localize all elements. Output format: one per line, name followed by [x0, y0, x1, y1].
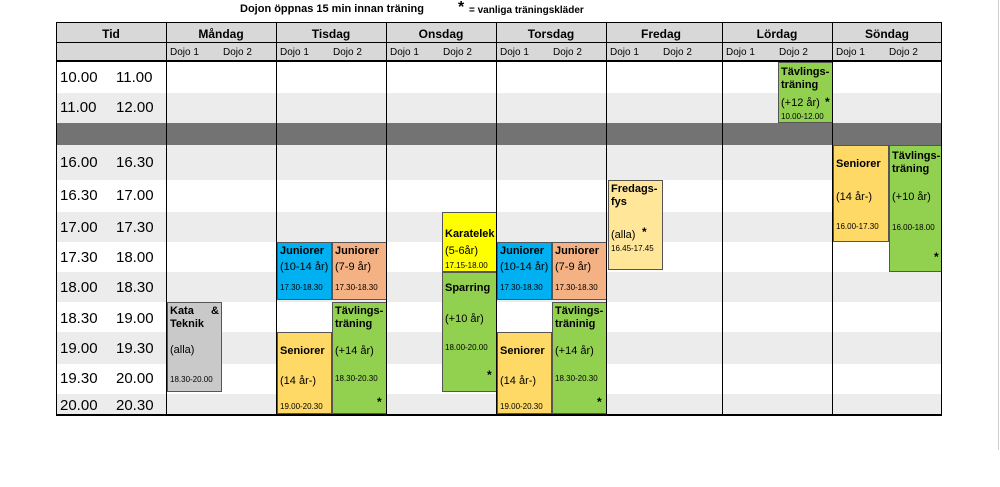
- star-marker: *: [825, 95, 830, 109]
- day-friday: Fredag: [640, 27, 681, 41]
- time-end: 19.30: [116, 340, 154, 357]
- day-thursday: Torsdag: [527, 27, 575, 41]
- star-symbol: *: [458, 0, 465, 16]
- time-end: 17.30: [116, 219, 154, 236]
- time-end: 17.00: [116, 187, 154, 204]
- block-title: Fredags-fys: [611, 183, 658, 208]
- block-time: 16.00-18.00: [892, 223, 935, 232]
- row-stripe: [56, 212, 942, 242]
- grid-line: [56, 60, 942, 62]
- time-start: 17.00: [60, 219, 98, 236]
- time-start: 19.30: [60, 370, 98, 387]
- grid-line: [941, 22, 942, 416]
- time-end: 20.00: [116, 370, 154, 387]
- block-time: 18.00-20.00: [445, 343, 488, 352]
- block-sunday-seniors[interactable]: [833, 145, 889, 242]
- row-stripe: [56, 145, 942, 180]
- block-tuesday-seniors[interactable]: [277, 332, 332, 414]
- block-time: 16.00-17.30: [836, 222, 879, 231]
- time-end: 11.00: [116, 69, 153, 86]
- block-time: 18.30-20.00: [170, 375, 213, 384]
- grid-line: [496, 22, 497, 416]
- block-saturday-competition[interactable]: [778, 62, 833, 123]
- time-start: 20.00: [60, 397, 98, 414]
- block-age: (14 år-): [836, 191, 873, 203]
- block-age: (alla): [170, 344, 195, 356]
- block-title: Teknik: [170, 318, 205, 330]
- dojo-label: Dojo 1: [170, 47, 199, 58]
- grid-line: [56, 22, 942, 23]
- block-time: 17.30-18.30: [555, 283, 598, 292]
- block-thursday-juniors-2[interactable]: [552, 242, 607, 300]
- dojo-label: Dojo 2: [779, 47, 808, 58]
- time-end: 20.30: [116, 397, 154, 414]
- block-age: (alla): [611, 229, 636, 241]
- block-age: (+14 år): [335, 345, 374, 357]
- dojo-label: Dojo 2: [443, 47, 472, 58]
- time-start: 16.00: [60, 154, 98, 171]
- time-start: 16.30: [60, 187, 98, 204]
- block-title: Tävlings-träning: [781, 66, 830, 91]
- block-time: 18.30-20.30: [555, 374, 598, 383]
- block-age: (14 år-): [500, 375, 537, 387]
- dojo-label: Dojo 1: [610, 47, 639, 58]
- time-end: 12.00: [116, 99, 154, 116]
- time-end: 19.00: [116, 310, 154, 327]
- block-time: 17.15-18.00: [445, 261, 488, 270]
- block-title: Tävlings-träning: [892, 150, 941, 175]
- block-age: (7-9 år): [335, 261, 372, 273]
- day-saturday: Lördag: [756, 27, 798, 41]
- page-edge: [998, 0, 999, 450]
- grid-line: [56, 414, 942, 416]
- block-wednesday-karatelek[interactable]: [442, 212, 497, 272]
- block-time: 17.30-18.30: [500, 283, 543, 292]
- block-tuesday-competition[interactable]: [332, 302, 387, 414]
- block-time: 16.45-17.45: [611, 244, 654, 253]
- block-time: 18.30-20.30: [335, 374, 378, 383]
- time-start: 11.00: [60, 99, 97, 116]
- time-end: 18.00: [116, 249, 154, 266]
- block-title: Kata: [170, 305, 194, 317]
- opening-note: Dojon öppnas 15 min innan träning: [240, 3, 424, 15]
- block-title: Juniorer: [335, 245, 380, 257]
- block-wednesday-sparring[interactable]: [442, 272, 497, 392]
- block-title: Seniorer: [836, 158, 881, 170]
- dojo-label: Dojo 1: [726, 47, 755, 58]
- block-age: (14 år-): [280, 375, 317, 387]
- dojo-label: Dojo 1: [280, 47, 309, 58]
- dojo-label: Dojo 2: [223, 47, 252, 58]
- grid-line: [386, 22, 387, 416]
- day-wednesday: Onsdag: [418, 27, 464, 41]
- block-title: Sparring: [445, 282, 491, 294]
- block-tuesday-juniors-2[interactable]: [332, 242, 387, 300]
- star-marker: *: [487, 368, 492, 382]
- block-title: Tävlings-träning: [335, 305, 384, 330]
- time-start: 17.30: [60, 249, 98, 266]
- time-end: 18.30: [116, 279, 154, 296]
- time-start: 10.00: [60, 69, 98, 86]
- dojo-label: Dojo 1: [390, 47, 419, 58]
- grid-line: [276, 22, 277, 416]
- block-time: 19.00-20.30: [500, 402, 543, 411]
- block-title: Seniorer: [280, 345, 325, 357]
- block-age: (+10 år): [445, 313, 484, 325]
- block-thursday-competition[interactable]: [552, 302, 607, 414]
- block-age: (7-9 år): [555, 261, 592, 273]
- block-tuesday-juniors-1[interactable]: [277, 242, 332, 300]
- block-age: (5-6år): [445, 245, 479, 257]
- dojo-label: Dojo 2: [663, 47, 692, 58]
- block-sunday-competition[interactable]: [889, 145, 942, 272]
- grid-line: [832, 22, 833, 416]
- block-age: (10-14 år): [500, 261, 549, 273]
- grid-line: [606, 22, 607, 416]
- lunch-break-band: [56, 123, 942, 145]
- block-time: 17.30-18.30: [280, 283, 323, 292]
- time-end: 16.30: [116, 154, 154, 171]
- block-age: (10-14 år): [280, 261, 329, 273]
- time-start: 18.00: [60, 279, 98, 296]
- day-sunday: Söndag: [865, 27, 909, 41]
- time-start: 18.30: [60, 310, 98, 327]
- grid-line: [166, 22, 167, 416]
- block-age: (+14 år): [555, 345, 594, 357]
- grid-line: [56, 42, 942, 43]
- block-title-amp: &: [211, 305, 219, 317]
- dojo-label: Dojo 1: [500, 47, 529, 58]
- day-monday: Måndag: [198, 27, 244, 41]
- dojo-label: Dojo 2: [889, 47, 918, 58]
- time-header: Tid: [102, 27, 120, 41]
- grid-line: [56, 22, 57, 416]
- block-time: 19.00-20.30: [280, 402, 323, 411]
- block-title: Juniorer: [500, 245, 545, 257]
- grid-line: [722, 22, 723, 416]
- block-time: 10.00-12.00: [781, 112, 824, 121]
- star-legend: = vanliga träningskläder: [469, 5, 584, 16]
- block-thursday-seniors[interactable]: [497, 332, 552, 414]
- block-time: 17.30-18.30: [335, 283, 378, 292]
- dojo-label: Dojo 2: [553, 47, 582, 58]
- block-age: (+10 år): [892, 191, 931, 203]
- block-title: Juniorer: [555, 245, 600, 257]
- block-title: Tävlings-träninig: [555, 305, 604, 330]
- star-marker: *: [377, 395, 382, 409]
- star-marker: *: [642, 225, 647, 239]
- block-thursday-juniors-1[interactable]: [497, 242, 552, 300]
- time-start: 19.00: [60, 340, 98, 357]
- block-monday-kata[interactable]: [167, 302, 222, 392]
- block-friday-fys[interactable]: [608, 180, 663, 270]
- block-title: Juniorer: [280, 245, 325, 257]
- star-marker: *: [934, 250, 939, 264]
- day-tuesday: Tisdag: [311, 27, 351, 41]
- block-age: (+12 år): [781, 97, 820, 109]
- dojo-label: Dojo 2: [333, 47, 362, 58]
- star-marker: *: [597, 395, 602, 409]
- block-title: Karatelek: [445, 228, 495, 240]
- dojo-label: Dojo 1: [836, 47, 865, 58]
- block-title: Seniorer: [500, 345, 545, 357]
